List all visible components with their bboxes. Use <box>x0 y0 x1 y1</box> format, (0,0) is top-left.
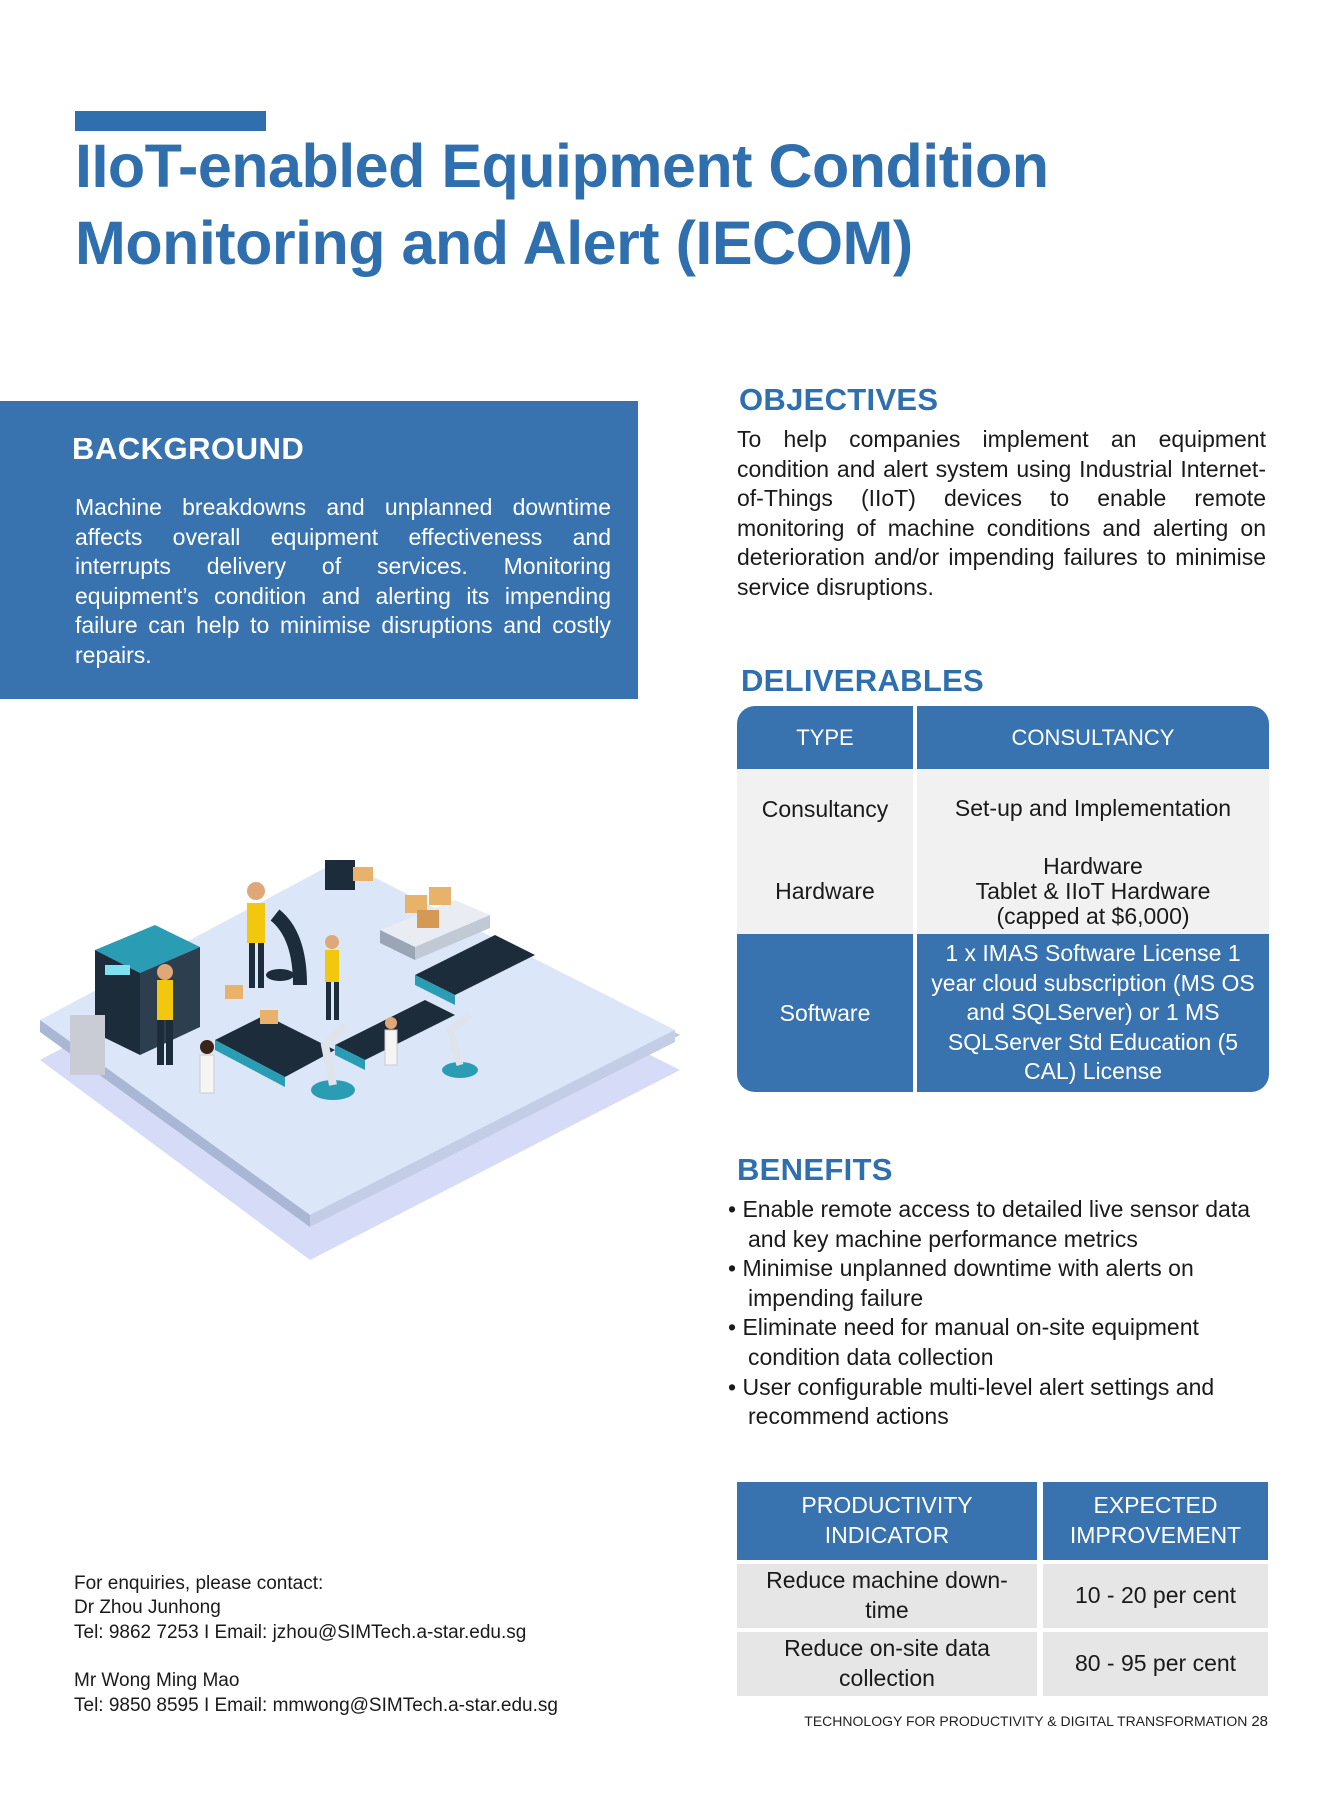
deliverables-row-value: Hardware Tablet & IIoT Hardware (capped at $6,000) <box>975 853 1211 929</box>
benefits-list <box>728 1195 1268 1432</box>
productivity-row-indicator: Reduce machine down-time <box>737 1564 1037 1628</box>
contact-block <box>74 1572 674 1718</box>
productivity-row-improvement: 80 - 95 per cent <box>1043 1632 1268 1696</box>
list-item: • Enable remote access to detailed live sensor data and key machine performance metrics <box>728 1196 1251 1252</box>
list-item: • Eliminate need for manual on-site equipment condition data collection <box>728 1314 1199 1370</box>
background-text: Machine breakdowns and unplanned downtime affects overall equipment effectiveness and interrupts delivery of services. Monitoring equipment’s condition and alerting its impending failure can help to minimise disruptions and costly repairs. <box>75 494 611 668</box>
page-footer: TECHNOLOGY FOR PRODUCTIVITY & DIGITAL TRANSFORMATION 28 <box>804 1713 1268 1730</box>
productivity-header-improvement: EXPECTED IMPROVEMENT <box>1043 1482 1268 1560</box>
contact-name: Dr Zhou Junhong <box>74 1597 221 1619</box>
objectives-heading: OBJECTIVES <box>739 382 939 417</box>
productivity-header-indicator: PRODUCTIVITY INDICATOR <box>737 1482 1037 1560</box>
list-item: • User configurable multi-level alert settings and recommend actions <box>728 1373 1215 1430</box>
page-number: 28 <box>1251 1713 1268 1730</box>
deliverables-row-type: Software <box>779 999 871 1026</box>
deliverables-heading: DELIVERABLES <box>741 663 985 698</box>
deliverables-row-value: Set-up and Implementation <box>954 795 1232 822</box>
deliverables-column-divider <box>913 706 917 1092</box>
contact-details: Tel: 9850 8595 I Email: mmwong@SIMTech.a-star.edu.sg <box>74 1694 558 1716</box>
contact-spacer <box>74 1645 674 1669</box>
deliverables-header-type: TYPE <box>796 724 854 750</box>
deliverables-header-consultancy: CONSULTANCY <box>1011 724 1175 750</box>
background-panel <box>0 401 638 699</box>
deliverables-row-type: Hardware <box>775 878 875 904</box>
deliverables-table <box>737 706 1269 1092</box>
deliverables-row-type: Consultancy <box>761 795 889 822</box>
objectives-text: To help companies implement an equipment condition and alert system using Industrial Internet-of-Things (IIoT) devices to enable remote monitoring of machine conditions and alerting on deterioration and/or impending failures to minimise service disruptions. <box>737 426 1266 600</box>
productivity-table <box>737 1482 1268 1696</box>
smart-factory-illustration <box>35 855 685 1285</box>
productivity-row-indicator: Reduce on-site data collection <box>737 1632 1037 1696</box>
page-title: IIoT-enabled Equipment Condition Monitoring and Alert (IECOM) <box>75 132 1049 277</box>
background-heading: BACKGROUND <box>72 431 305 466</box>
contact-name: Mr Wong Ming Mao <box>74 1670 240 1692</box>
contact-details: Tel: 9862 7253 I Email: jzhou@SIMTech.a-star.edu.sg <box>74 1621 527 1643</box>
deliverables-row-value: 1 x IMAS Software License 1 year cloud subscription (MS OS and SQLServer) or 1 MS SQLServer Std Education (5 CAL) License <box>931 940 1255 1085</box>
benefits-heading: BENEFITS <box>737 1152 893 1187</box>
productivity-row-improvement: 10 - 20 per cent <box>1043 1564 1268 1628</box>
list-item: • Minimise unplanned downtime with alerts on impending failure <box>728 1255 1194 1311</box>
contact-intro: For enquiries, please contact: <box>74 1573 324 1594</box>
